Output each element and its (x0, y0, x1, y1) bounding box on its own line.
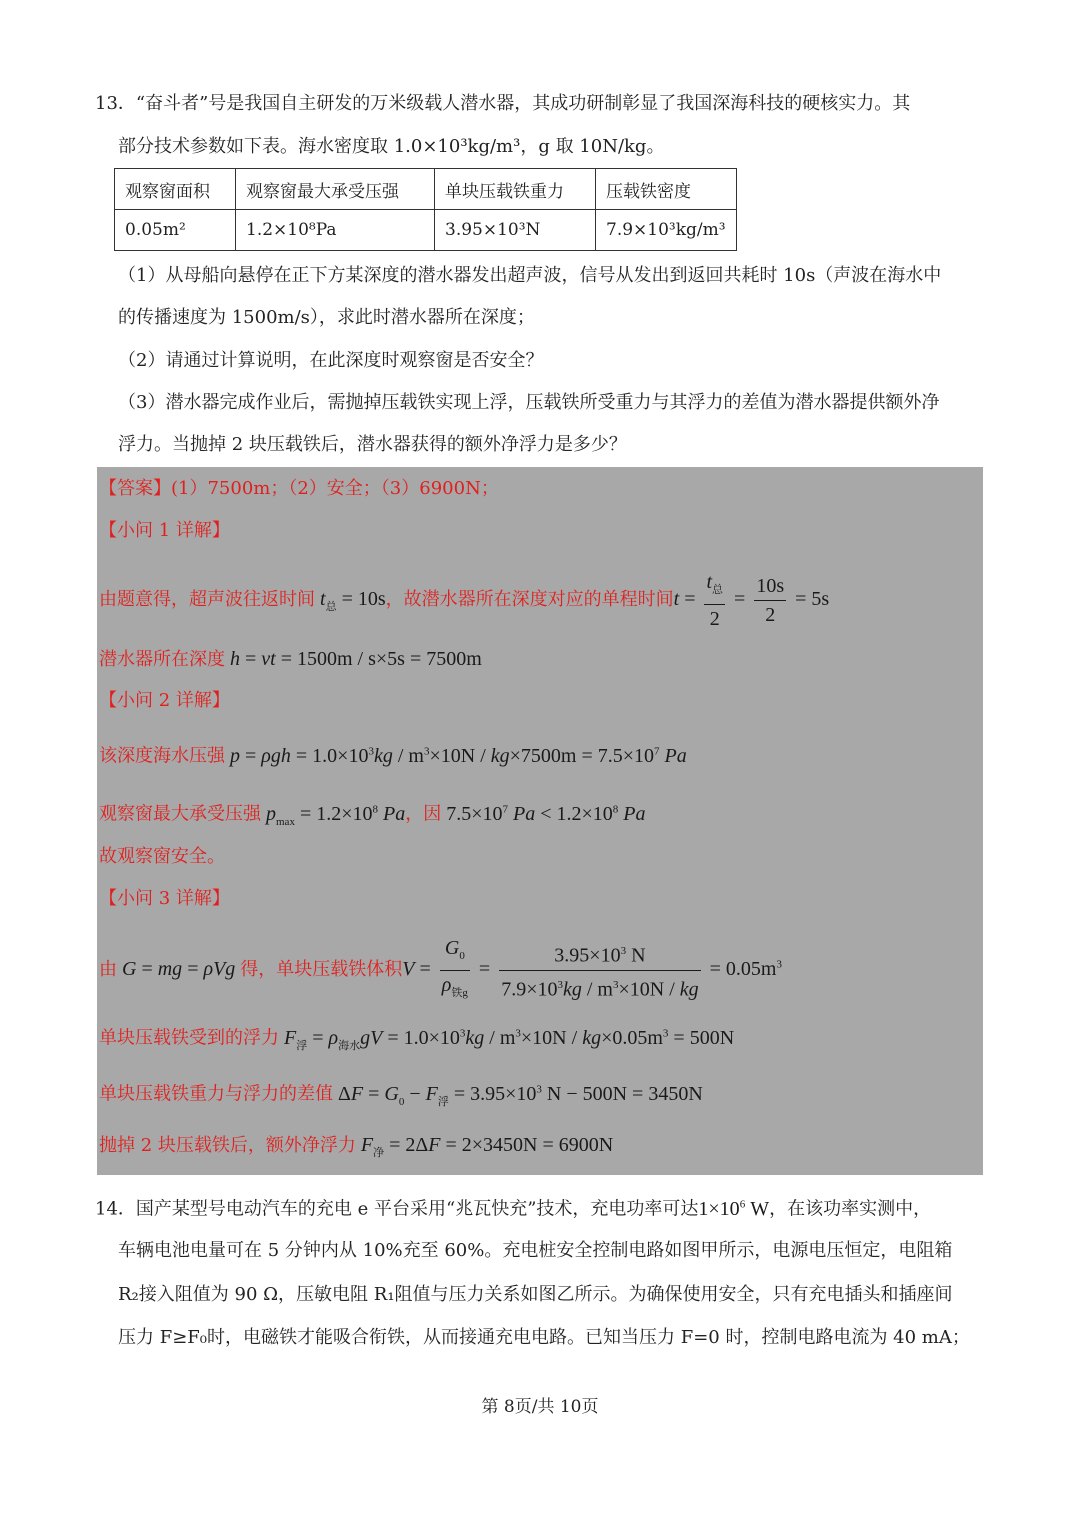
formula: $7.5\times 10^7$ $Pa < 1.2\times 10^8$ Pa (441, 802, 646, 825)
subq3-step-2 (99, 1019, 734, 1060)
q14-text: ，在该功率实测中， (769, 1198, 932, 1220)
table-header-cell: 观察窗最大承受压强 (236, 169, 435, 210)
q14-line-2: 车辆电池电量可在 5 分钟内从 10%充至 60%。充电桩安全控制电路如图甲所示，电源电压恒定，电阻箱 (118, 1240, 953, 1261)
table-header-cell: 观察窗面积 (115, 169, 236, 210)
table-cell: 3.95×10³N (435, 210, 596, 251)
step-text: 抛掉 2 块压载铁后，额外净浮力 (99, 1135, 356, 1156)
formula: $p = \rho gh = 1.0\times 10^3kg / m^3\times 10N / kg\times 7500m = 7.5\times 10^7$ Pa (230, 744, 687, 767)
step-text: 单块压载铁受到的浮力 (99, 1027, 279, 1049)
subq1-heading: 【小问 1 详解】 (99, 520, 230, 541)
table-cell: 7.9×10³kg/m³ (596, 210, 737, 251)
q13-sub3-line-2: 浮力。当抛掉 2 块压载铁后，潜水器获得的额外净浮力是多少？ (118, 434, 627, 455)
subq2-conclusion: 故观察窗安全。 (99, 846, 225, 867)
table-header-cell: 压载铁密度 (596, 169, 737, 210)
page-footer: 第 8页/共 10页 (481, 1397, 599, 1417)
step-text: 由题意得，超声波往返时间 (99, 589, 315, 611)
subq1-step-2 (99, 645, 482, 674)
table-header-row (115, 169, 737, 210)
step-text: 由 (99, 959, 117, 981)
subq3-step-3 (99, 1075, 703, 1116)
step-text: 观察窗最大承受压强 (99, 803, 261, 825)
subq2-step-2 (99, 795, 646, 836)
q13-line-1: 13．“奋斗者”号是我国自主研发的万米级载人潜水器，其成功研制彰显了我国深海科技的硬核实力。其 (95, 93, 911, 114)
q14-line-4: 压力 F≥F₀时，电磁铁才能吸合衔铁，从而接通充电电路。已知当压力 F=0 时，控制电路电流为 40 mA； (118, 1327, 970, 1348)
params-table (114, 168, 737, 251)
subq3-heading: 【小问 3 详解】 (99, 888, 230, 909)
q14-text: 14．国产某型号电动汽车的充电 e 平台采用“兆瓦快充”技术，充电功率可达 (95, 1198, 699, 1220)
table-cell: 1.2×10⁸Pa (236, 210, 435, 251)
table-cell: 0.05m² (115, 210, 236, 251)
formula: V = $\frac{G_0}{\rho_{铁g}}$ = $\frac{3.95\times 10^3 N}{7.9\times 10^3kg / m^3\times 10N / kg}$ = $0.05m^3$ (402, 958, 782, 980)
q13-sub3-line-1: （3）潜水器完成作业后，需抛掉压载铁实现上浮，压载铁所受重力与其浮力的差值为潜水器提供额外净 (118, 392, 940, 413)
formula: t = $\frac{t_总}{2}$ = $\frac{10s}{2}$ = 5s (674, 588, 830, 610)
subq3-step-4 (99, 1131, 613, 1167)
table-row (115, 210, 737, 251)
formula: $p_{max} = 1.2\times 10^8$ Pa (266, 802, 406, 828)
step-text: 该深度海水压强 (99, 745, 225, 767)
q14-line-1 (95, 1191, 931, 1223)
q13-sub1-line-1: （1）从母船向悬停在正下方某深度的潜水器发出超声波，信号从发出到返回共耗时 10s（声波在海水中 (118, 265, 942, 286)
formula: $\Delta F = G_0 - F_浮 = 3.95\times 10^3$ N − 500N = 3450N (333, 1082, 703, 1108)
step-text: 潜水器所在深度 (99, 649, 225, 670)
subq2-step-1 (99, 737, 687, 771)
subq3-step-1 (99, 934, 782, 1007)
step-text: 单块压载铁重力与浮力的差值 (99, 1083, 333, 1105)
formula: $F_浮 = \rho_{海水}gV = 1.0\times 10^3kg / m^3\times 10N / kg\times 0.05m^3 = 500N$ (284, 1026, 735, 1052)
step-text: ，因 (405, 803, 442, 825)
formula: $1\times 10^6$ W (698, 1197, 770, 1220)
step-text: 得，单块压载铁体积 (240, 959, 403, 981)
q13-sub2: （2）请通过计算说明，在此深度时观察窗是否安全？ (118, 350, 544, 371)
q14-line-3: R₂接入阻值为 90 Ω，压敏电阻 R₁阻值与压力关系如图乙所示。为确保使用安全，只有充电插头和插座间 (118, 1284, 953, 1305)
formula: $F_净 = 2\Delta F = 2\times 3450N = 6900N$ (360, 1134, 614, 1159)
q13-line-2: 部分技术参数如下表。海水密度取 1.0×10³kg/m³，g 取 10N/kg。 (118, 136, 665, 157)
answer-summary: 【答案】(1）7500m；（2）安全；（3）6900N； (99, 478, 499, 499)
q13-sub1-line-2: 的传播速度为 1500m/s），求此时潜水器所在深度； (118, 307, 535, 328)
step-text: ，故潜水器所在深度对应的单程时间 (385, 589, 674, 611)
formula: G = mg = ρVg (122, 958, 236, 981)
formula: h = vt = 1500m / s×5s = 7500m (230, 648, 482, 670)
table-header-cell: 单块压载铁重力 (435, 169, 596, 210)
subq1-step-1 (99, 568, 829, 633)
formula: $t_总 = 10s$ (320, 588, 386, 614)
subq2-heading: 【小问 2 详解】 (99, 690, 230, 711)
